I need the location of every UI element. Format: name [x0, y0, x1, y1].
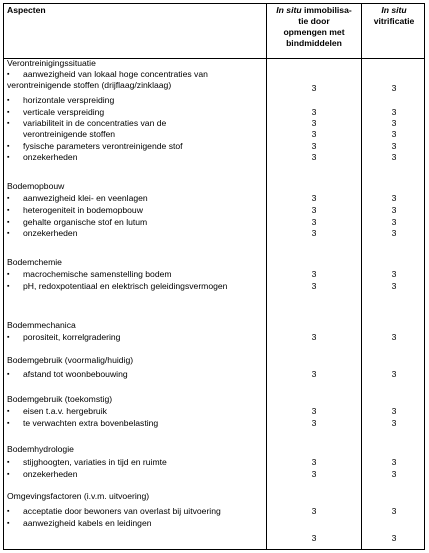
score-vitrificatie: 3: [391, 83, 397, 93]
score-immobilisatie: 3: [311, 457, 317, 467]
aspect-row: [4, 506, 424, 517]
aspect-label: fysische parameters verontreinigende stof: [23, 141, 183, 151]
score-vitrificatie: 3: [391, 141, 397, 151]
aspect-row: [4, 269, 424, 280]
aspect-row: [4, 518, 424, 529]
section-heading: [4, 58, 424, 69]
aspect-label: onzekerheden: [23, 152, 78, 162]
bullet-icon: ▪: [7, 508, 10, 515]
section-title: Bodemopbouw: [7, 181, 65, 191]
section-title: Bodemgebruik (toekomstig): [7, 394, 113, 404]
score-vitrificatie: 3: [391, 533, 397, 543]
score-immobilisatie: 3: [311, 107, 317, 117]
bullet-icon: ▪: [7, 408, 10, 415]
score-immobilisatie: 3: [311, 281, 317, 291]
score-immobilisatie: 3: [311, 418, 317, 428]
bullet-icon: ▪: [7, 520, 10, 527]
bullet-icon: ▪: [7, 271, 10, 278]
score-vitrificatie: 3: [391, 457, 397, 467]
aspect-row: [4, 332, 424, 343]
aspect-label: onzekerheden: [23, 228, 78, 238]
aspect-row: [4, 469, 424, 480]
header-vitrificatie-italic: In situ: [381, 5, 407, 15]
score-immobilisatie: 3: [311, 228, 317, 238]
header-vitrificatie: [362, 5, 426, 27]
score-immobilisatie: 3: [311, 152, 317, 162]
aspect-table: [3, 3, 425, 550]
score-vitrificatie: 3: [391, 152, 397, 162]
header-immobilisatie-line1: immobilisa-: [301, 5, 352, 15]
score-vitrificatie: 3: [391, 332, 397, 342]
bullet-icon: ▪: [7, 371, 10, 378]
section-title: Bodemgebruik (voormalig/huidig): [7, 355, 134, 365]
score-immobilisatie: 3: [311, 406, 317, 416]
section-title: Omgevingsfactoren (i.v.m. uitvoering): [7, 491, 150, 501]
aspect-label: porositeit, korrelgradering: [23, 332, 121, 342]
section-heading: [4, 257, 424, 268]
aspect-label: aanwezigheid van lokaal hoge concentraties van: [23, 69, 208, 79]
score-vitrificatie: 3: [391, 281, 397, 291]
score-immobilisatie: 3: [311, 129, 317, 139]
aspect-row: [4, 205, 424, 216]
section-heading: [4, 491, 424, 502]
bullet-icon: ▪: [7, 471, 10, 478]
score-vitrificatie: 3: [391, 228, 397, 238]
header-immobilisatie: [267, 5, 361, 49]
aspect-label: stijghoogten, variaties in tijd en ruimte: [23, 457, 167, 467]
section-title: Bodemchemie: [7, 257, 62, 267]
aspect-label: aanwezigheid klei- en veenlagen: [23, 193, 148, 203]
aspect-row: [4, 69, 424, 80]
score-vitrificatie: 3: [391, 217, 397, 227]
section-heading: [4, 355, 424, 366]
aspect-row: [4, 107, 424, 118]
bullet-icon: ▪: [7, 97, 10, 104]
score-immobilisatie: 3: [311, 533, 317, 543]
score-immobilisatie: 3: [311, 469, 317, 479]
aspect-label: te verwachten extra bovenbelasting: [23, 418, 159, 428]
aspect-row: [4, 369, 424, 380]
bullet-icon: ▪: [7, 219, 10, 226]
header-vitrificatie-line2: vitrificatie: [373, 16, 415, 26]
aspect-row: [4, 406, 424, 417]
aspect-row: [4, 95, 424, 106]
score-immobilisatie: 3: [311, 141, 317, 151]
bullet-icon: ▪: [7, 71, 10, 78]
score-immobilisatie: 3: [311, 193, 317, 203]
score-vitrificatie: 3: [391, 469, 397, 479]
value-row: [4, 83, 424, 94]
score-immobilisatie: 3: [311, 217, 317, 227]
score-immobilisatie: 3: [311, 205, 317, 215]
aspect-label: horizontale verspreiding: [23, 95, 115, 105]
score-vitrificatie: 3: [391, 129, 397, 139]
aspect-row: [4, 141, 424, 152]
score-immobilisatie: 3: [311, 332, 317, 342]
aspect-label: afstand tot woonbebouwing: [23, 369, 128, 379]
section-heading: [4, 181, 424, 192]
score-vitrificatie: 3: [391, 205, 397, 215]
score-immobilisatie: 3: [311, 369, 317, 379]
header-immobilisatie-italic: In situ: [276, 5, 302, 15]
score-immobilisatie: 3: [311, 506, 317, 516]
aspect-label: aanwezigheid kabels en leidingen: [23, 518, 152, 528]
score-immobilisatie: 3: [311, 118, 317, 128]
header-immobilisatie-line4: bindmiddelen: [286, 38, 342, 48]
section-heading: [4, 320, 424, 331]
score-vitrificatie: 3: [391, 418, 397, 428]
score-immobilisatie: 3: [311, 83, 317, 93]
score-vitrificatie: 3: [391, 193, 397, 203]
value-row: [4, 533, 424, 544]
aspect-label: verontreinigende stoffen: [23, 129, 116, 139]
section-heading: [4, 394, 424, 405]
header-immobilisatie-line3: opmengen met: [283, 27, 345, 37]
bullet-icon: ▪: [7, 109, 10, 116]
aspect-label: pH, redoxpotentiaal en elektrisch geleidingsvermogen: [23, 281, 228, 291]
aspect-row: [4, 118, 424, 129]
header-immobilisatie-line2: tie door: [298, 16, 330, 26]
section-heading: [4, 444, 424, 455]
aspect-row: [4, 228, 424, 239]
bullet-icon: ▪: [7, 120, 10, 127]
bullet-icon: ▪: [7, 143, 10, 150]
bullet-icon: ▪: [7, 154, 10, 161]
header-aspecten: Aspecten: [7, 5, 46, 15]
section-title: Verontreinigingssituatie: [7, 58, 96, 68]
bullet-icon: ▪: [7, 207, 10, 214]
bullet-icon: ▪: [7, 195, 10, 202]
aspect-label: heterogeniteit in bodemopbouw: [23, 205, 143, 215]
bullet-icon: ▪: [7, 334, 10, 341]
aspect-row: [4, 418, 424, 429]
aspect-label: eisen t.a.v. hergebruik: [23, 406, 107, 416]
score-vitrificatie: 3: [391, 369, 397, 379]
aspect-row: [4, 281, 424, 292]
score-vitrificatie: 3: [391, 107, 397, 117]
aspect-row-continuation: [4, 129, 424, 140]
aspect-label: variabiliteit in de concentraties van de: [23, 118, 167, 128]
aspect-label: gehalte organische stof en lutum: [23, 217, 148, 227]
aspect-row: [4, 193, 424, 204]
bullet-icon: ▪: [7, 459, 10, 466]
aspect-label: acceptatie door bewoners van overlast bij uitvoering: [23, 506, 221, 516]
score-vitrificatie: 3: [391, 506, 397, 516]
bullet-icon: ▪: [7, 230, 10, 237]
bullet-icon: ▪: [7, 420, 10, 427]
aspect-row: [4, 217, 424, 228]
aspect-row: [4, 152, 424, 163]
aspect-label: verticale verspreiding: [23, 107, 105, 117]
score-vitrificatie: 3: [391, 118, 397, 128]
aspect-row: [4, 457, 424, 468]
section-title: Bodemmechanica: [7, 320, 76, 330]
score-immobilisatie: 3: [311, 269, 317, 279]
aspect-label: verontreinigende stoffen (drijflaag/zinklaag): [7, 80, 172, 90]
section-title: Bodemhydrologie: [7, 444, 74, 454]
score-vitrificatie: 3: [391, 269, 397, 279]
bullet-icon: ▪: [7, 283, 10, 290]
score-vitrificatie: 3: [391, 406, 397, 416]
aspect-label: macrochemische samenstelling bodem: [23, 269, 172, 279]
aspect-label: onzekerheden: [23, 469, 78, 479]
